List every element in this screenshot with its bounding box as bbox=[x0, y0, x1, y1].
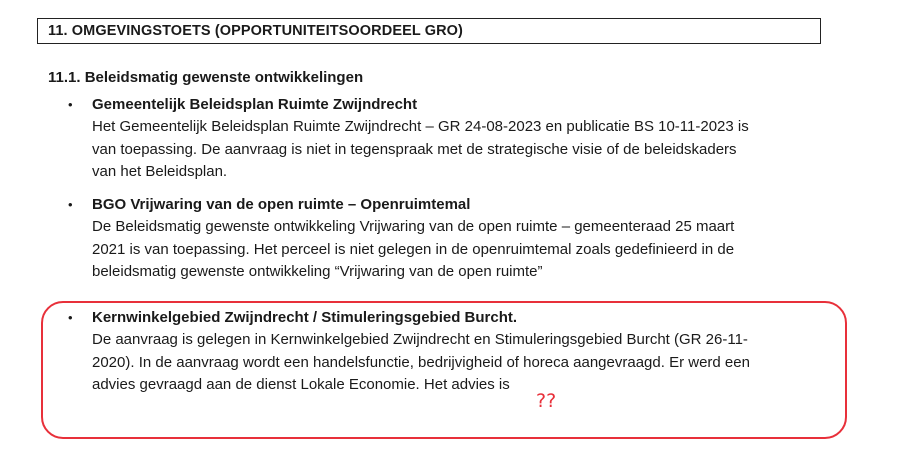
item-body-line: beleidsmatig gewenste ontwikkeling “Vrijwaring van de open ruimte” bbox=[92, 263, 543, 280]
item-body bbox=[92, 116, 822, 184]
item-body bbox=[92, 216, 822, 284]
item-body-line: advies gevraagd aan de dienst Lokale Economie. Het advies is bbox=[92, 376, 510, 393]
item-title: Gemeentelijk Beleidsplan Ruimte Zwijndrecht bbox=[92, 96, 418, 113]
bullet-icon: • bbox=[68, 197, 73, 212]
question-marks-annotation: ?? bbox=[536, 390, 557, 412]
item-body-line: 2020). In de aanvraag wordt een handelsfunctie, bedrijvigheid of horeca aangevraagd. Er werd een bbox=[92, 353, 750, 371]
subsection-title: 11.1. Beleidsmatig gewenste ontwikkelingen bbox=[48, 69, 364, 86]
item-body-line: De Beleidsmatig gewenste ontwikkeling Vrijwaring van de open ruimte – gemeenteraad 25 maart bbox=[92, 218, 735, 235]
section-heading-box bbox=[37, 18, 821, 44]
item-body-line: van het Beleidsplan. bbox=[92, 163, 228, 180]
item-body-line: De aanvraag is gelegen in Kernwinkelgebied Zwijndrecht en Stimuleringsgebied Burcht (GR 26-11- bbox=[92, 331, 748, 348]
bullet-icon: • bbox=[68, 310, 73, 325]
item-body-line: van toepassing. De aanvraag is niet in tegenspraak met de strategische visie of de beleidskaders bbox=[92, 140, 737, 158]
item-body-line: 2021 is van toepassing. Het perceel is niet gelegen in de openruimtemal zoals gedefinieerd in de bbox=[92, 240, 735, 258]
section-title: 11. OMGEVINGSTOETS (OPPORTUNITEITSOORDEEL GRO) bbox=[48, 23, 463, 39]
item-title: Kernwinkelgebied Zwijndrecht / Stimuleringsgebied Burcht. bbox=[92, 309, 518, 326]
red-highlight-outline bbox=[41, 301, 847, 439]
item-title: BGO Vrijwaring van de open ruimte – Openruimtemal bbox=[92, 196, 471, 213]
item-body-line: Het Gemeentelijk Beleidsplan Ruimte Zwijndrecht – GR 24-08-2023 en publicatie BS 10-11-2023 is bbox=[92, 118, 749, 135]
bullet-icon: • bbox=[68, 97, 73, 112]
